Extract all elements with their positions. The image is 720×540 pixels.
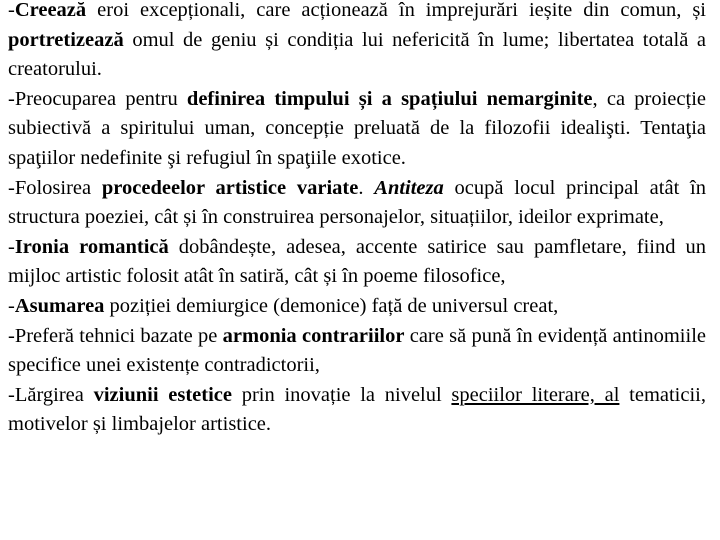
text-segment: viziunii estetice [93, 383, 232, 406]
text-segment: Creează [14, 0, 87, 21]
paragraph-folosirea [8, 174, 706, 233]
text-segment: - [8, 294, 15, 317]
paragraph-asumarea [8, 292, 706, 322]
text-segment: omul de geniu și condiția lui nefericită în lume; libertatea totală a creatorului. [8, 28, 706, 81]
text-segment: care să pună în evidență antinomiile specifice unei existențe contradictorii, [8, 324, 706, 377]
text-segment: speciilor literare, al [451, 383, 620, 406]
text-segment: -Folosirea [8, 176, 102, 199]
text-segment: Antiteza [374, 176, 444, 199]
text-segment: - [8, 235, 15, 258]
text-segment: portretizează [8, 28, 124, 51]
text-segment: - [8, 0, 15, 21]
text-segment: prin inovație la nivelul [232, 383, 452, 406]
paragraph-prefera [8, 322, 706, 381]
text-segment: -Preferă tehnici bazate pe [8, 324, 223, 347]
text-segment: -Lărgirea [8, 383, 94, 406]
text-segment: Asumarea [14, 294, 105, 317]
text-segment: procedeelor artistice variate [101, 176, 359, 199]
text-segment: armonia contrariilor [222, 324, 405, 347]
text-segment: -Preocuparea pentru [8, 87, 187, 110]
paragraph-creeaza [8, 0, 706, 85]
text-segment: , ca proiecție subiectivă a spiritului uman, concepție preluată de la filozofii idealişti. Tentaţia spaţiilor nedefinite şi refugiul în spaţiile exotice. [8, 87, 706, 169]
paragraph-preocuparea [8, 85, 706, 174]
text-segment: ocupă locul principal atât în structura poeziei, cât și în construirea personajelor, situațiilor, ideilor exprimate, [8, 176, 706, 229]
paragraph-largirea [8, 381, 706, 440]
text-segment: dobândește, adesea, accente satirice sau pamfletare, fiind un mijloc artistic folosit atât în satiră, cât și în poeme filosofice, [8, 235, 706, 288]
paragraph-ironia [8, 233, 706, 292]
text-segment: Ironia romantică [14, 235, 169, 258]
document-body [8, 0, 706, 440]
text-segment: poziției demiurgice (demonice) față de universul creat, [104, 294, 559, 317]
text-segment: . [358, 176, 375, 199]
text-segment: definirea timpului și a spațiului nemarginite [186, 87, 593, 110]
text-segment: eroi excepționali, care acționează în imprejurări ieșite din comun, și [86, 0, 706, 21]
text-segment: tematicii, motivelor și limbajelor artistice. [8, 383, 706, 436]
